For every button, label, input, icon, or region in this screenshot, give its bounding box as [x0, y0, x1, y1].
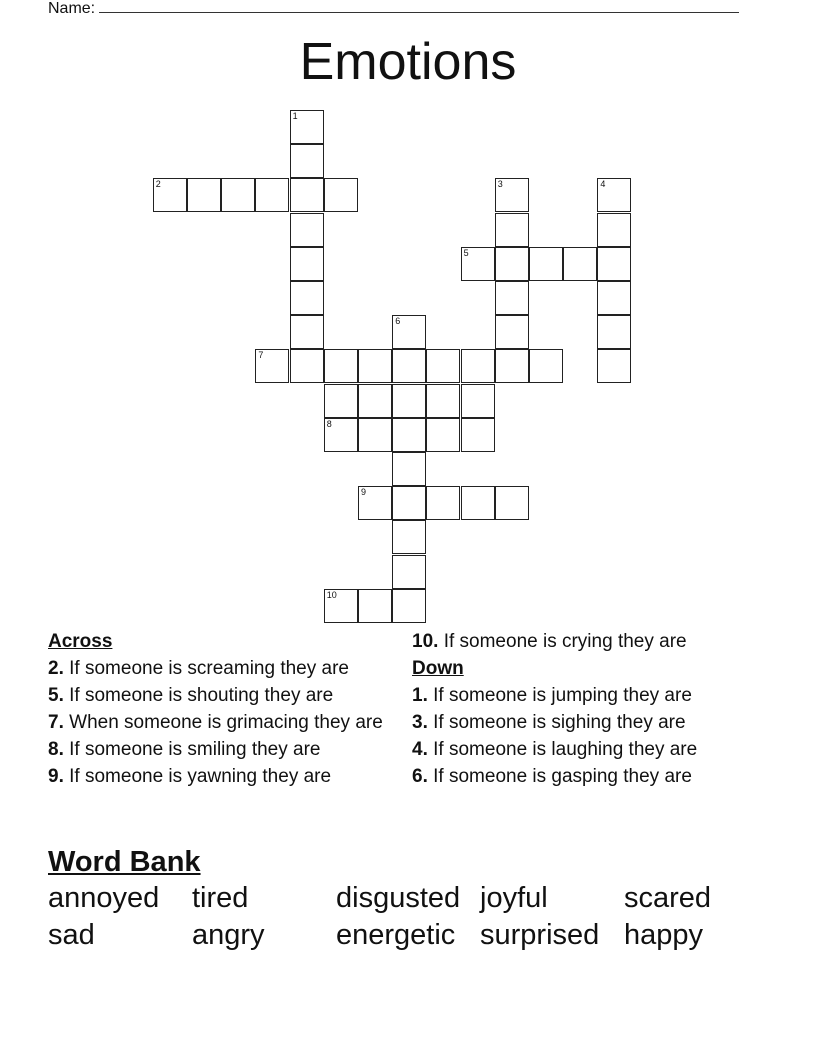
cell-number: 3 [497, 179, 503, 190]
crossword-cell[interactable] [392, 555, 426, 589]
crossword-cell[interactable] [358, 486, 392, 520]
word-bank-item: scared [624, 882, 712, 914]
crossword-cell[interactable] [221, 178, 255, 212]
crossword-cell[interactable] [324, 384, 358, 418]
word-bank-item: energetic [336, 919, 456, 951]
word-bank-item: angry [192, 919, 265, 951]
crossword-cell[interactable] [495, 213, 529, 247]
crossword-cell[interactable] [461, 418, 495, 452]
word-bank-item: tired [192, 882, 249, 914]
crossword-cell[interactable] [153, 178, 187, 212]
crossword-cell[interactable] [563, 247, 597, 281]
clue-across-2: 2. If someone is screaming they are [48, 658, 349, 679]
crossword-cell[interactable] [324, 418, 358, 452]
crossword-cell[interactable] [529, 349, 563, 383]
cell-number: 9 [361, 487, 367, 498]
across-header: Across [48, 631, 113, 652]
crossword-cell[interactable] [290, 110, 324, 144]
crossword-cell[interactable] [255, 178, 289, 212]
crossword-cell[interactable] [324, 589, 358, 623]
cell-number: 6 [395, 316, 401, 327]
clue-down-3: 3. If someone is sighing they are [412, 712, 686, 733]
cell-number: 10 [326, 589, 337, 600]
down-header: Down [412, 658, 464, 679]
crossword-cell[interactable] [495, 281, 529, 315]
crossword-cell[interactable] [187, 178, 221, 212]
cell-number: 2 [155, 179, 161, 190]
crossword-cell[interactable] [426, 418, 460, 452]
clues-left-column [48, 631, 388, 793]
page-title: Emotions [299, 33, 517, 91]
crossword-cell[interactable] [290, 349, 324, 383]
crossword-cell[interactable] [597, 178, 631, 212]
clue-across-5: 5. If someone is shouting they are [48, 685, 334, 706]
word-bank-item: happy [624, 919, 704, 951]
word-bank [48, 882, 768, 952]
crossword-cell[interactable] [392, 486, 426, 520]
crossword-cell[interactable] [426, 384, 460, 418]
clue-down-6: 6. If someone is gasping they are [412, 766, 692, 787]
clue-down-4: 4. If someone is laughing they are [412, 739, 698, 760]
clue-across-7: 7. When someone is grimacing they are [48, 712, 383, 733]
word-bank-item: annoyed [48, 882, 160, 914]
crossword-cell[interactable] [392, 384, 426, 418]
crossword-cell[interactable] [461, 247, 495, 281]
word-bank-title: Word Bank [48, 846, 201, 878]
crossword-cell[interactable] [358, 349, 392, 383]
crossword-cell[interactable] [495, 349, 529, 383]
crossword-cell[interactable] [392, 589, 426, 623]
cell-number: 7 [258, 350, 264, 361]
crossword-cell[interactable] [290, 281, 324, 315]
crossword-cell[interactable] [461, 349, 495, 383]
crossword-cell[interactable] [324, 178, 358, 212]
crossword-cell[interactable] [461, 384, 495, 418]
crossword-cell[interactable] [495, 178, 529, 212]
cell-number: 4 [600, 179, 606, 190]
cell-number: 8 [326, 418, 332, 429]
crossword-cell[interactable] [597, 247, 631, 281]
crossword-cell[interactable] [324, 349, 358, 383]
crossword-cell[interactable] [358, 418, 392, 452]
clues-right-column [412, 631, 792, 793]
crossword-cell[interactable] [426, 486, 460, 520]
word-bank-item: surprised [480, 919, 600, 951]
cell-number: 1 [292, 111, 298, 121]
crossword-cell[interactable] [392, 349, 426, 383]
crossword-cell[interactable] [358, 589, 392, 623]
crossword-cell[interactable] [392, 452, 426, 486]
crossword-cell[interactable] [597, 349, 631, 383]
crossword-cell[interactable] [290, 213, 324, 247]
crossword-cell[interactable] [597, 315, 631, 349]
cell-number: 5 [463, 247, 469, 258]
crossword-cell[interactable] [392, 315, 426, 349]
crossword-cell[interactable] [290, 144, 324, 178]
clue-across-9: 9. If someone is yawning they are [48, 766, 332, 787]
crossword-cell[interactable] [358, 384, 392, 418]
crossword-cell[interactable] [461, 486, 495, 520]
crossword-cell[interactable] [495, 315, 529, 349]
clue-down-1: 1. If someone is jumping they are [412, 685, 692, 706]
crossword-cell[interactable] [426, 349, 460, 383]
clue-across-8: 8. If someone is smiling they are [48, 739, 321, 760]
clue-across-10: 10. If someone is crying they are [412, 631, 687, 652]
word-bank-item: sad [48, 919, 95, 951]
crossword-cell[interactable] [290, 178, 324, 212]
crossword-cell[interactable] [597, 213, 631, 247]
word-bank-item: joyful [480, 882, 548, 914]
name-label: Name: [48, 0, 96, 17]
crossword-cell[interactable] [290, 315, 324, 349]
crossword-cell[interactable] [255, 349, 289, 383]
crossword-cell[interactable] [290, 247, 324, 281]
crossword-cell[interactable] [392, 418, 426, 452]
crossword-cell[interactable] [392, 520, 426, 554]
crossword-cell[interactable] [495, 486, 529, 520]
crossword-cell[interactable] [495, 247, 529, 281]
crossword-cell[interactable] [529, 247, 563, 281]
word-bank-item: disgusted [336, 882, 461, 914]
crossword-cell[interactable] [597, 281, 631, 315]
